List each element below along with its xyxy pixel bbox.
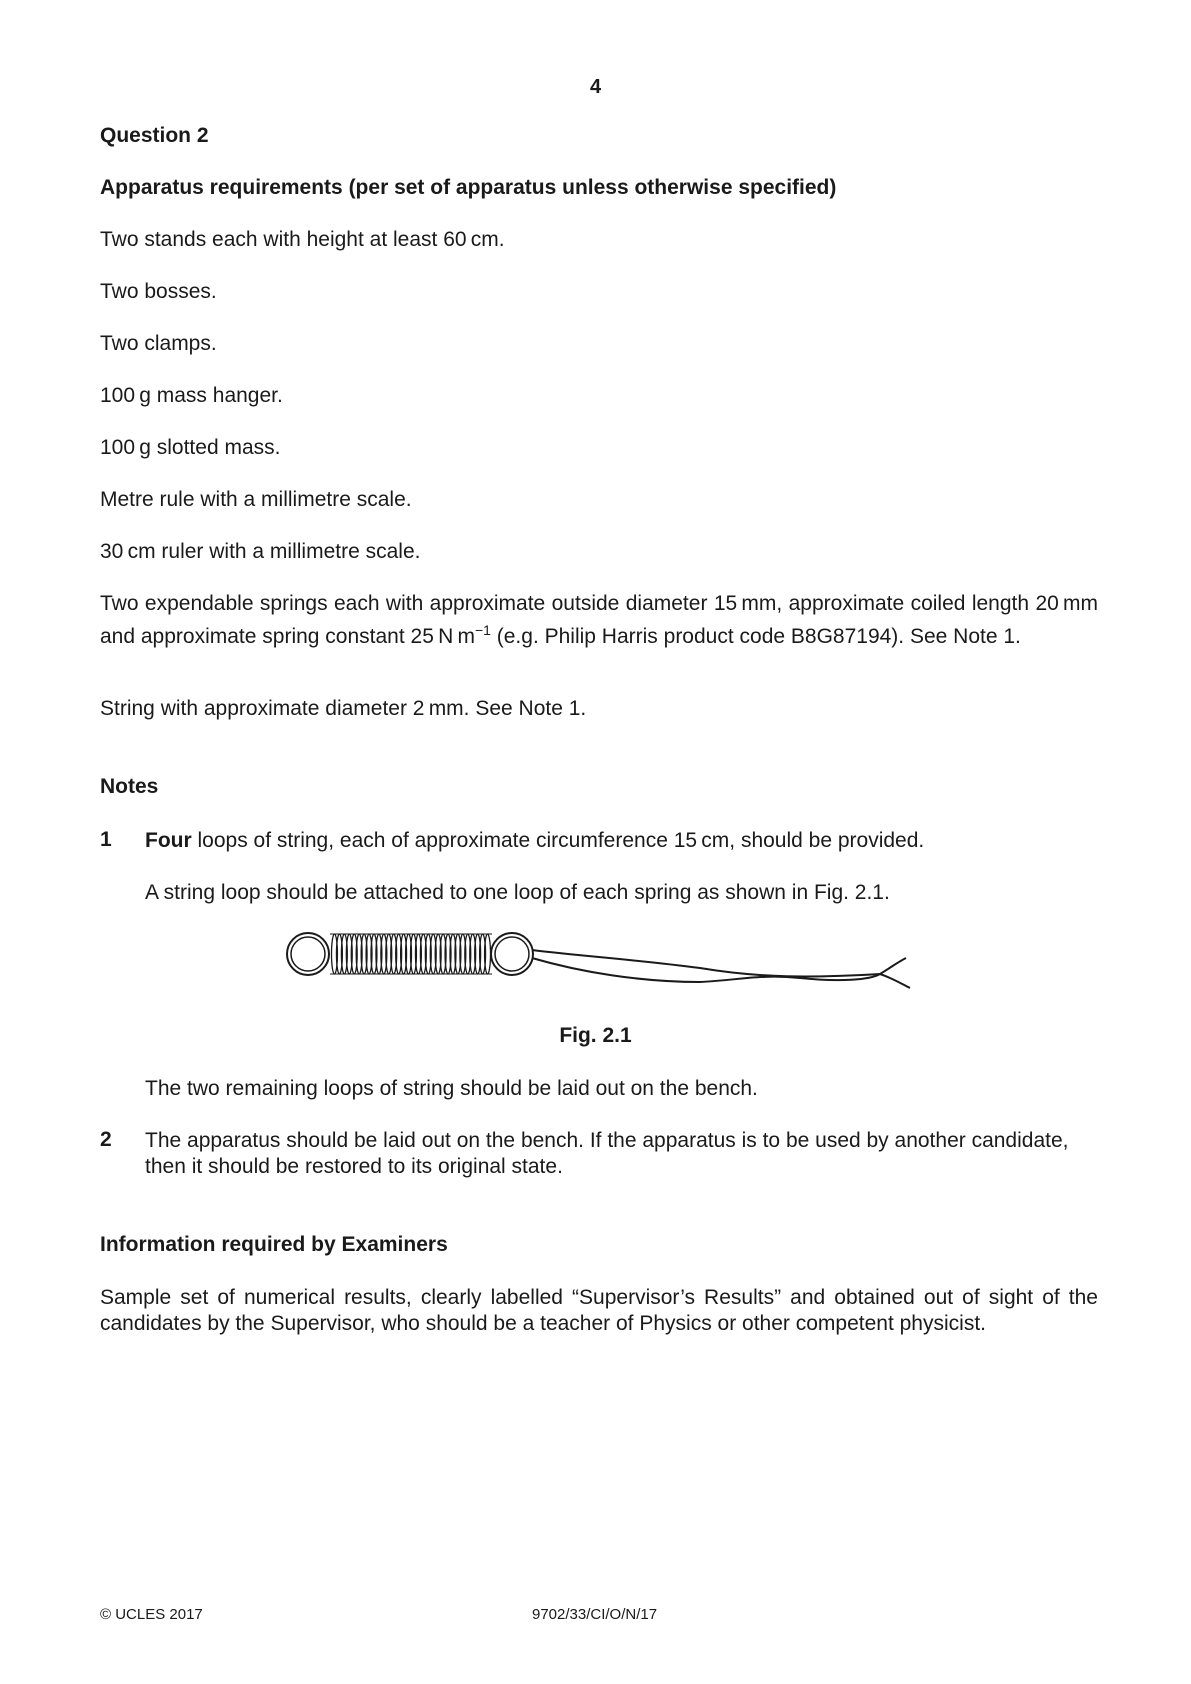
question-title: Question 2 [100, 124, 209, 147]
apparatus-springs [100, 591, 1098, 650]
figure-caption: Fig. 2.1 [559, 1024, 632, 1047]
note-2-number: 2 [100, 1128, 112, 1151]
note-1-number: 1 [100, 828, 112, 851]
spring-string-diagram [280, 920, 920, 990]
examiners-heading: Information required by Examiners [100, 1233, 448, 1256]
note-1-body: loops of string, each of approximate circumference 15 cm, should be provided. [191, 829, 925, 852]
apparatus-hanger: 100 g mass hanger. [100, 384, 283, 407]
note-1-sub2: The two remaining loops of string should be laid out on the bench. [145, 1077, 758, 1100]
note-1-bold: Four [145, 829, 192, 852]
notes-heading: Notes [100, 775, 159, 798]
footer-code: 9702/33/CI/O/N/17 [532, 1606, 658, 1623]
note-1-text [145, 828, 1098, 854]
apparatus-metre-rule: Metre rule with a millimetre scale. [100, 488, 412, 511]
apparatus-stands: Two stands each with height at least 60 cm. [100, 228, 505, 251]
springs-text-2: (e.g. Philip Harris product code B8G87194). See Note 1. [490, 625, 1021, 648]
apparatus-ruler: 30 cm ruler with a millimetre scale. [100, 540, 421, 563]
note-1-sub1: A string loop should be attached to one loop of each spring as shown in Fig. 2.1. [145, 881, 890, 904]
examiners-text: Sample set of numerical results, clearly labelled “Supervisor’s Results” and obtained out of sight of the candidates by the Supervisor, who should be a teacher of Physics or other competent physicist. [100, 1286, 1098, 1335]
note-2-text: The apparatus should be laid out on the bench. If the apparatus is to be used by another candidate, then it should be restored to its original state. [145, 1129, 1069, 1178]
apparatus-heading: Apparatus requirements (per set of apparatus unless otherwise specified) [100, 176, 837, 199]
apparatus-string: String with approximate diameter 2 mm. See Note 1. [100, 697, 587, 720]
spring-coils [332, 934, 491, 974]
apparatus-bosses: Two bosses. [100, 280, 217, 303]
springs-text-1: Two expendable springs each with approximate outside diameter 15 mm, approximate coiled length 20 mm and approximate spring constant 25 N m [100, 592, 1098, 648]
footer-copyright: © UCLES 2017 [100, 1606, 203, 1623]
springs-superscript: −1 [474, 622, 491, 638]
apparatus-clamps: Two clamps. [100, 332, 217, 355]
apparatus-slotted-mass: 100 g slotted mass. [100, 436, 281, 459]
page-number: 4 [589, 76, 602, 98]
